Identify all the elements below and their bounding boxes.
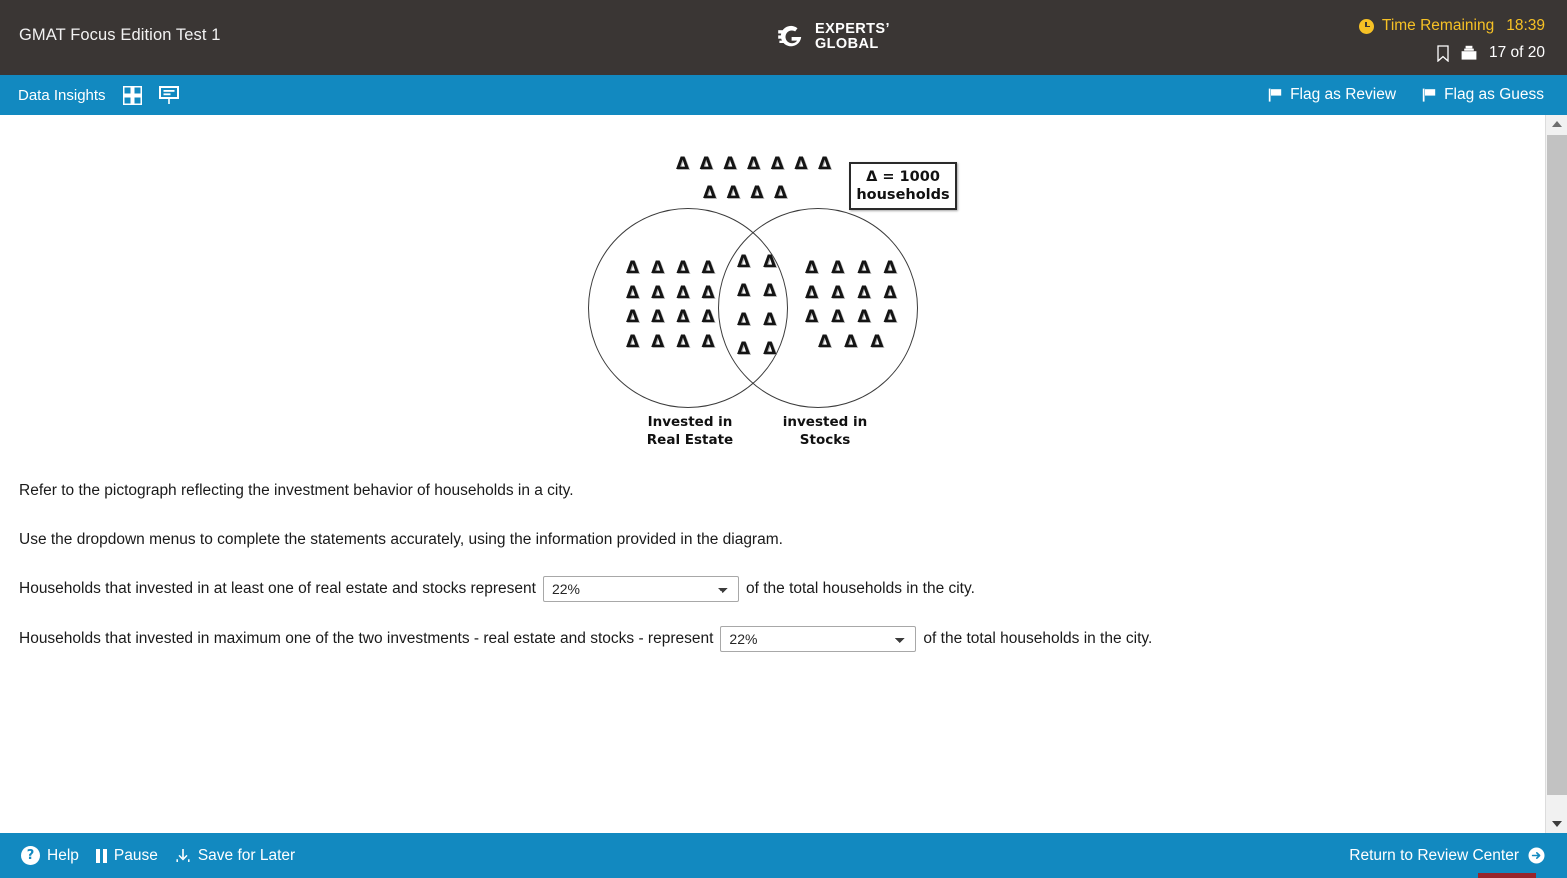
triangle-symbol: Δ xyxy=(626,258,640,278)
venn-label-left-line-2: Real Estate xyxy=(646,432,734,448)
bottom-action-bar xyxy=(0,833,1567,878)
pause-icon xyxy=(96,849,107,863)
triangle-symbol: Δ xyxy=(774,183,788,203)
triangle-symbol: Δ xyxy=(626,307,640,327)
triangle-symbol: Δ xyxy=(805,258,819,278)
save-for-later-button[interactable] xyxy=(175,847,295,865)
triangle-row xyxy=(737,340,776,358)
triangle-symbol: Δ xyxy=(737,252,751,272)
triangle-symbol: Δ xyxy=(726,183,740,203)
triangle-symbol: Δ xyxy=(831,258,845,278)
bottom-red-marker xyxy=(1478,873,1536,878)
save-for-later-label: Save for Later xyxy=(197,846,296,864)
triangle-symbol: Δ xyxy=(844,331,858,352)
triangle-row xyxy=(805,284,897,302)
triangle-symbol: Δ xyxy=(805,282,819,303)
flag-as-review-button[interactable] xyxy=(1268,86,1396,104)
statement-2-dropdown[interactable] xyxy=(720,626,916,652)
triangle-symbol: Δ xyxy=(805,307,819,327)
triangle-symbol: Δ xyxy=(763,310,777,330)
triangle-row xyxy=(818,333,897,351)
triangle-symbol: Δ xyxy=(747,154,761,174)
triangles-intersection xyxy=(737,253,776,369)
triangle-symbol: Δ xyxy=(737,310,751,330)
statement-1-dropdown[interactable] xyxy=(543,576,739,602)
pause-label: Pause xyxy=(113,846,158,864)
legend-line-2: households xyxy=(856,187,950,203)
triangle-symbol: Δ xyxy=(651,307,665,327)
time-remaining-value: 18:39 xyxy=(1506,17,1545,34)
venn-label-right-line-1: invested in xyxy=(782,414,868,430)
scrollbar-thumb[interactable] xyxy=(1547,135,1567,795)
triangle-row xyxy=(737,282,776,300)
triangle-symbol: Δ xyxy=(699,154,713,174)
briefcase-icon[interactable] xyxy=(1460,45,1478,61)
clock-icon xyxy=(1359,19,1374,34)
return-to-review-center-button[interactable] xyxy=(1349,833,1545,878)
triangle-symbol: Δ xyxy=(651,258,665,278)
flag-icon xyxy=(1268,88,1282,102)
logo-wordmark xyxy=(815,22,890,52)
triangle-symbol: Δ xyxy=(723,154,737,174)
triangle-symbol: Δ xyxy=(883,258,897,278)
legend-box xyxy=(849,162,957,210)
triangle-symbol: Δ xyxy=(750,183,764,203)
help-button[interactable] xyxy=(21,846,79,865)
triangle-symbol: Δ xyxy=(626,331,640,352)
triangle-symbol: Δ xyxy=(651,282,665,303)
flag-as-guess-button[interactable] xyxy=(1422,86,1544,104)
triangle-symbol: Δ xyxy=(763,339,777,359)
logo-line-1: EXPERTS’ xyxy=(815,21,890,37)
triangle-symbol: Δ xyxy=(857,282,871,303)
triangle-symbol: Δ xyxy=(818,331,832,352)
triangle-symbol: Δ xyxy=(701,282,715,303)
triangle-symbol: Δ xyxy=(676,307,690,327)
triangle-symbol: Δ xyxy=(883,307,897,327)
arrow-right-circle-icon xyxy=(1528,847,1545,864)
venn-pictograph xyxy=(560,135,990,475)
triangle-symbol: Δ xyxy=(626,282,640,303)
nav-tools-group xyxy=(18,75,179,115)
scroll-down-arrow-icon[interactable] xyxy=(1546,815,1567,833)
download-icon xyxy=(175,848,191,864)
scroll-up-arrow-icon[interactable] xyxy=(1546,115,1567,133)
triangle-symbol: Δ xyxy=(857,258,871,278)
statement-2-suffix: of the total households in the city. xyxy=(923,630,1153,647)
flag-actions-group xyxy=(1268,75,1544,115)
experts-global-logo xyxy=(776,22,890,52)
triangles-stocks-only xyxy=(805,259,897,357)
pause-button[interactable] xyxy=(96,847,158,865)
triangle-symbol: Δ xyxy=(676,282,690,303)
vertical-scrollbar[interactable] xyxy=(1545,115,1567,833)
venn-label-stocks xyxy=(745,413,905,449)
time-remaining xyxy=(1359,17,1545,35)
triangle-symbol: Δ xyxy=(676,258,690,278)
triangle-symbol: Δ xyxy=(701,307,715,327)
triangle-symbol: Δ xyxy=(651,331,665,352)
triangle-symbol: Δ xyxy=(703,183,717,203)
triangles-real-estate-only xyxy=(626,259,715,357)
triangle-symbol: Δ xyxy=(763,281,777,301)
triangle-row xyxy=(626,284,715,302)
triangle-symbol: Δ xyxy=(831,282,845,303)
help-label: Help xyxy=(47,846,79,864)
triangle-row xyxy=(737,253,776,271)
section-label: Data Insights xyxy=(18,86,106,104)
question-counter: 17 of 20 xyxy=(1488,44,1545,61)
statement-1-prefix: Households that invested in at least one of real estate and stocks represent xyxy=(19,580,536,597)
flag-as-guess-label: Flag as Guess xyxy=(1444,86,1544,103)
triangle-symbol: Δ xyxy=(676,154,690,174)
triangle-row xyxy=(626,308,715,326)
triangle-symbol: Δ xyxy=(857,307,871,327)
tool-nav-bar xyxy=(0,75,1567,115)
triangle-symbol: Δ xyxy=(701,258,715,278)
triangle-symbol: Δ xyxy=(676,331,690,352)
triangle-symbol: Δ xyxy=(831,307,845,327)
question-progress xyxy=(1437,44,1545,62)
triangle-row xyxy=(805,308,897,326)
triangle-row xyxy=(805,259,897,277)
statement-row-1 xyxy=(19,576,975,602)
statement-1-suffix: of the total households in the city. xyxy=(745,580,975,597)
venn-label-right-line-2: Stocks xyxy=(799,432,851,448)
instruction-paragraph-2: Use the dropdown menus to complete the statements accurately, using the information provided in the diagram. xyxy=(19,531,783,548)
logo-line-2: GLOBAL xyxy=(815,36,879,52)
triangle-symbol: Δ xyxy=(818,154,832,174)
statement-row-2 xyxy=(19,626,1152,652)
top-header-bar xyxy=(0,0,1567,75)
question-content-area xyxy=(0,115,1545,833)
triangle-symbol: Δ xyxy=(770,154,784,174)
triangle-symbol: Δ xyxy=(883,282,897,303)
legend-line-1: Δ = 1000 xyxy=(866,169,940,185)
statement-2-prefix: Households that invested in maximum one of the two investments - real estate and stocks - represent xyxy=(19,630,714,647)
triangle-row xyxy=(626,259,715,277)
time-remaining-label: Time Remaining xyxy=(1381,17,1495,34)
triangle-symbol: Δ xyxy=(794,154,808,174)
return-to-review-center-label: Return to Review Center xyxy=(1349,846,1519,864)
whiteboard-icon[interactable] xyxy=(159,86,179,105)
triangle-symbol: Δ xyxy=(737,339,751,359)
venn-label-left-line-1: Invested in xyxy=(647,414,733,430)
triangle-row xyxy=(737,311,776,329)
triangle-symbol: Δ xyxy=(737,281,751,301)
bookmark-icon[interactable] xyxy=(1437,45,1449,62)
flag-as-review-label: Flag as Review xyxy=(1290,86,1397,103)
calculator-icon[interactable] xyxy=(123,86,142,105)
triangles-outside-row-2 xyxy=(703,184,787,202)
bottom-left-actions xyxy=(21,833,295,878)
experts-global-g-mark-icon xyxy=(776,22,806,52)
triangle-symbol: Δ xyxy=(870,331,884,352)
triangles-outside-row-1 xyxy=(676,155,831,173)
instruction-paragraph-1: Refer to the pictograph reflecting the investment behavior of households in a city. xyxy=(19,482,574,499)
triangle-row xyxy=(626,333,715,351)
flag-icon xyxy=(1422,88,1436,102)
page-title: GMAT Focus Edition Test 1 xyxy=(19,26,221,44)
triangle-symbol: Δ xyxy=(701,331,715,352)
triangle-symbol: Δ xyxy=(763,252,777,272)
question-mark-icon: ? xyxy=(21,846,40,865)
